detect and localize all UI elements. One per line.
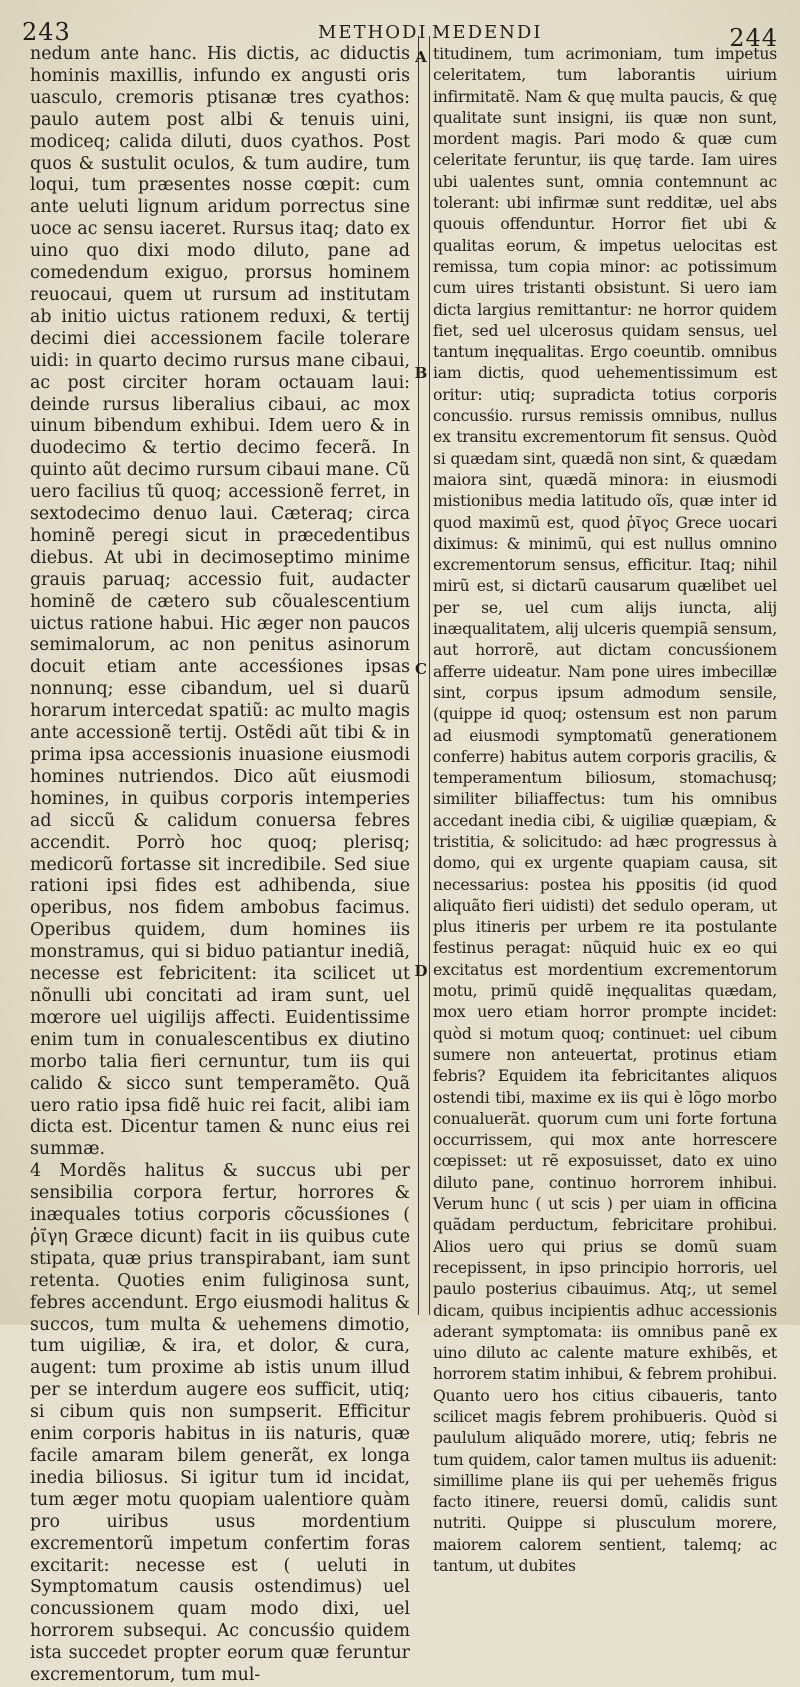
- paragraph: nedum ante hanc. His dictis, ac diductis hominis maxillis, infundo ex angusti oris uasculo, cremoris ptisanæ tres cyathos: paulo autem post albi & tenuis uini, modiceq; calida diluti, duos cyathos. Post quos & sustulit oculos, & tum audire, tum loqui, tum præsentes nosse cœpit: cum ante ueluti lignum aridum porrectus sine uoce ac sensu iaceret. Rursus itaq; dato ex uino quo dixi modo diluto, pane ad comedendum exiguo, prorsus hominem reuocaui, quem ut rursum ad institutam ab initio uictus rationem reduxi, & tertij decimi diei accessionem facile tolerare uidi: in quarto decimo rursus mane cibaui, ac post circiter horam octauam laui: deinde rursus liberalius cibaui, ac mox uinum bibendum exhibui. Idem uero & in duodecimo & tertio decimo fecerã. In quinto aũt decimo rursum cibaui mane. Cũ uero facilius tũ quoq; accessionẽ ferret, in sextodecimo denuo laui. Cæteraq; circa hominẽ peregi sicut in præcedentibus diebus. At ubi in decimoseptimo minime grauis paruaq; accessio fuit, audacter hominẽ de cætero sub cõualescentium uictus ratione habui. Hic æger non paucos semimalorum, ac non penitus asinorum docuit etiam ante accesśiones ipsas nonnunq; esse cibandum, uel si duarũ horarum intercedat spatiũ: ac multo magis ante accessionẽ tertij. Ostẽdi aũt tibi & in prima ipsa accessionis inuasione eiusmodi homines nutriendos. Dico aũt eiusmodi homines, in quibus corporis intemperies ad siccũ & calidum conuersa febres accendit. Porrò hoc quoq; plerisq; medicorũ fortasse sit incredibile. Sed siue rationi ipsi fides est adhibenda, siue operibus, nos fidem ambobus facimus. Operibus quidem, dum homines iis monstramus, qui si biduo patiantur inediã, necesse est febricitent: ita scilicet ut nõnulli ubi concitati ad iram sunt, uel mœrore uel uigilijs affecti. Euidentissime enim tum in conualescentibus ex diutino morbo talia fieri cernuntur, tum iis qui calido & sicco sunt temperamẽto. Quã uero ratio ipsa fidẽ huic rei facit, alibi iam dicta est. Dicentur tamen & nunc eius rei summæ.: [30, 44, 410, 1160]
- running-head-right: MEDENDI: [432, 22, 543, 43]
- text-column-left: [30, 44, 410, 1686]
- page-header: [0, 14, 800, 52]
- margin-letter-a: A: [415, 48, 427, 66]
- margin-letter-b: B: [414, 364, 428, 382]
- page-number-right: 244: [729, 24, 778, 52]
- margin-letter-c: C: [415, 660, 427, 678]
- margin-letter-d: D: [414, 962, 428, 980]
- paragraph: 4 Mordẽs halitus & succus ubi per sensibilia corpora fertur, horrores & inæquales totius corporis cõcusśiones ( ῥῖγη Græce dicunt) facit in iis quibus cute stipata, quæ prius transpirabant, iam sunt retenta. Quoties enim fuliginosa sunt, febres accendunt. Ergo eiusmodi halitus & succos, tum multa & uehemens dimotio, tum uigiliæ, & ira, et dolor, & cura, augent: tum proxime ab istis unum illud per se interdum augere eos sufficit, utiq; si cibum quis non sumpserit. Efficitur enim corporis habitus in iis naturis, quæ facile amaram bilem generãt, ex longa inedia biliosus. Si igitur tum id incidat, tum æger motu quopiam ualentiore quàm pro uiribus usus mordentium excrementorũ impetum confertim foras excitarit: necesse est ( ueluti in Symptomatum causis ostendimus) uel concussionem quam modo dixi, uel horrorem subsequi. Ac concusśio quidem ista succedet propter eorum quæ feruntur excrementorum, tum mul-: [30, 1161, 410, 1686]
- paragraph: titudinem, tum acrimoniam, tum impetus celeritatem, tum laborantis uirium infirmitatẽ. Nam & quę multa paucis, & quę qualitate sunt insigni, iis quæ non sunt, mordent magis. Pari modo & quæ cum celeritate feruntur, iis quę tarde. Iam uires ubi ualentes sunt, omnia contemnunt ac tolerant: ubi infirmæ sunt redditæ, uel abs quouis offenduntur. Horror fiet ubi & qualitas eorum, & impetus uelocitas est remissa, tum copia minor: ac potissimum cum uires tristanti obsistunt. Si uero iam dicta largius remittantur: ne horror quidem fiet, sed uel ulcerosus quidam sensus, uel tantum inęqualitas. Ergo coeuntib. omnibus iam dictis, quod uehementissimum est oritur: utiq; supradicta totius corporis concusśio. rursus remissis omnibus, nullus ex transitu excrementorum fit sensus. Quòd si quædam sint, quædã non sint, & quædam maiora sint, quædã minora: in eiusmodi mistionibus media latitudo oĩs, quæ inter id quod maximũ est, quod ῥῖγος Grece uocari diximus: & minimũ, qui est nullus omnino excrementorum sensus, efficitur. Itaq; nihil mirũ est, si dictarũ causarum quælibet uel per se, uel cum alijs iuncta, alij inæqualitatem, alij ulceris quempiã sensum, aut horrorẽ, aut dictam concusśionem afferre uideatur. Nam pone uires imbecillæ sint, corpus ipsum admodum sensile, (quippe id quoq; ostensum est non parum ad eiusmodi symptomatũ generationem conferre) habitus autem corporis gracilis, & temperamentum biliosum, stomachusq; similiter biliaffectus: tum his omnibus accedant inedia cibi, & uigiliæ quæpiam, & tristitia, & solicitudo: ad hæc progressus à domo, qui ex urgente quapiam causa, sit necessarius: postea his ꝑpositis (id quod aliquãto fieri uidisti) det sedulo operam, ut plus itineris per urbem re ita postulante festinus peragat: nũquid huic ex eo qui excitatus est mordentium excrementorum motu, primũ quidẽ inęqualitas quædam, mox uero etiam horror prompte incidet: quòd si motum quoq; continuet: uel cibum sumere non anteuertat, protinus etiam febris? Equidem ita febricitantes aliquos ostendi tibi, maxime ex iis qui è lõgo morbo conualuerãt. quorum cum uni forte fortuna occurrissem, qui mox ante horrescere cœpisset: ut rẽ exposuisset, dato ex uino diluto pane, continuo horrorem inhibui. Verum hunc ( ut scis ) per uiam in officina quãdam perductum, febricitare prohibui. Alios uero qui prius se domũ suam recepissent, in ipso principio horroris, uel paulo posterius cibauimus. Atq;, ut semel dicam, quibus incipientis adhuc accessionis aderant symptomata: iis omnibus panẽ ex uino diluto ac calente mature exhibẽs, et horrorem statim inhibui, & febrem prohibui. Quanto uero hos citius cibaueris, tanto scilicet magis febrem prohibueris. Quòd si paululum aliquãdo morere, utiq; febris ne tum quidem, calor tamen multus iis aduenit: simillime plane iis qui per uehemẽs frigus facto itinere, reuersi domũ, calidis sunt nutriti. Quippe si plusculum morere, maiorem calorem sentient, talemq; ac tantum, ut dubites: [433, 45, 777, 1576]
- page-number-left: 243: [22, 18, 71, 46]
- running-head-left: METHODI: [318, 22, 428, 43]
- text-column-right: [433, 44, 777, 1576]
